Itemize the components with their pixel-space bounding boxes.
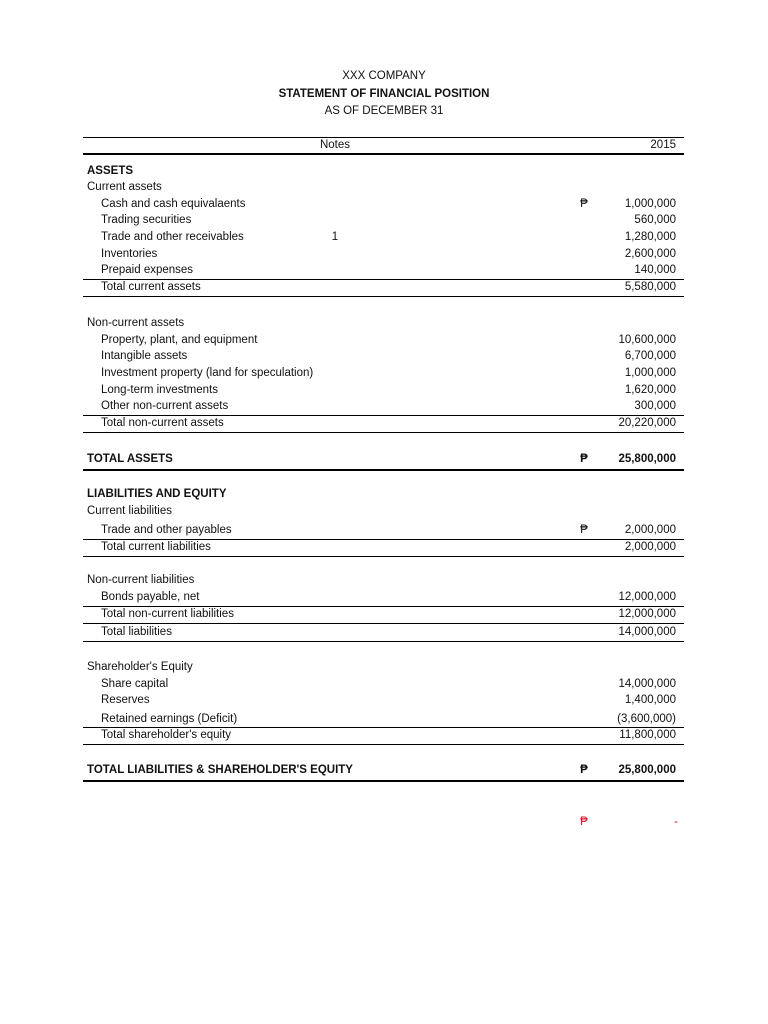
line-item-amount: 14,000,000 [618, 678, 676, 690]
total-liabilities-row [0, 624, 768, 640]
total-assets-label: TOTAL ASSETS [87, 453, 173, 465]
current-assets-heading: Current assets [87, 181, 162, 193]
noncurrent-assets-heading-row [0, 315, 768, 331]
liabilities-equity-heading: LIABILITIES AND EQUITY [87, 488, 227, 500]
subtotal-amount: 20,220,000 [618, 417, 676, 429]
liabilities-equity-heading-row [0, 486, 768, 502]
line-item-amount: 300,000 [634, 400, 676, 412]
rule [83, 432, 684, 433]
subtotal-label: Total non-current liabilities [101, 608, 234, 620]
total-assets-amount: 25,800,000 [618, 453, 676, 465]
noncurrent-liabilities-heading: Non-current liabilities [87, 574, 195, 586]
balance-check-row [0, 814, 768, 830]
line-item-label: Trade and other payables [101, 524, 232, 536]
column-header-row [0, 137, 768, 153]
year-column-header: 2015 [650, 139, 676, 151]
table-row [0, 332, 768, 348]
subtotal-label: Total current liabilities [101, 541, 211, 553]
line-item-amount: 140,000 [634, 264, 676, 276]
table-row [0, 711, 768, 727]
line-item-label: Trading securities [101, 214, 192, 226]
table-row [0, 676, 768, 692]
line-item-label: Investment property (land for speculation) [101, 367, 314, 379]
assets-heading-row [0, 163, 768, 179]
table-row [0, 229, 768, 245]
table-row [0, 212, 768, 228]
subtotal-amount: 14,000,000 [618, 626, 676, 638]
rule [83, 641, 684, 642]
company-name: XXX COMPANY [342, 70, 426, 82]
line-item-amount: (3,600,000) [617, 713, 676, 725]
subtotal-amount: 2,000,000 [624, 541, 676, 553]
table-row [0, 382, 768, 398]
line-item-label: Other non-current assets [101, 400, 229, 412]
current-liabilities-heading-row [0, 503, 768, 519]
total-liabilities-equity-label: TOTAL LIABILITIES & SHAREHOLDER'S EQUITY [87, 764, 353, 776]
total-noncurrent-assets-row [0, 415, 768, 431]
noncurrent-assets-heading: Non-current assets [87, 317, 185, 329]
total-equity-row [0, 727, 768, 743]
table-row [0, 589, 768, 605]
subtotal-amount: 11,800,000 [619, 729, 676, 741]
line-item-label: Long-term investments [101, 384, 218, 396]
table-row [0, 365, 768, 381]
double-rule [83, 780, 684, 782]
notes-column-header: Notes [319, 139, 351, 151]
line-item-amount: 1,000,000 [624, 198, 676, 210]
currency-symbol: ₱ [580, 764, 588, 776]
subtotal-label: Total liabilities [101, 626, 172, 638]
total-current-assets-row [0, 279, 768, 295]
table-row [0, 348, 768, 364]
table-row [0, 196, 768, 212]
line-item-amount: 6,700,000 [624, 350, 676, 362]
line-item-label: Trade and other receivables [101, 231, 244, 243]
line-item-amount: 1,620,000 [624, 384, 676, 396]
line-item-label: Bonds payable, net [101, 591, 200, 603]
line-item-amount: 2,000,000 [624, 524, 676, 536]
currency-symbol: ₱ [580, 198, 588, 210]
assets-heading: ASSETS [87, 165, 134, 177]
line-item-label: Reserves [101, 694, 150, 706]
line-item-label: Prepaid expenses [101, 264, 194, 276]
rule [83, 744, 684, 745]
total-noncurrent-liabilities-row [0, 606, 768, 622]
line-item-amount: 2,600,000 [624, 248, 676, 260]
line-item-amount: 12,000,000 [618, 591, 676, 603]
current-assets-heading-row [0, 179, 768, 195]
line-item-amount: 1,280,000 [624, 231, 676, 243]
noncurrent-liabilities-heading-row [0, 572, 768, 588]
line-item-amount: 1,000,000 [624, 367, 676, 379]
equity-heading-row [0, 659, 768, 675]
note-reference: 1 [331, 231, 339, 243]
equity-heading: Shareholder's Equity [87, 661, 193, 673]
check-currency-symbol: ₱ [580, 816, 588, 828]
current-liabilities-heading: Current liabilities [87, 505, 173, 517]
line-item-label: Property, plant, and equipment [101, 334, 258, 346]
line-item-label: Inventories [101, 248, 158, 260]
subtotal-label: Total current assets [101, 281, 201, 293]
table-row [0, 246, 768, 262]
total-liabilities-equity-row [0, 762, 768, 778]
total-current-liabilities-row [0, 539, 768, 555]
subtotal-amount: 12,000,000 [618, 608, 676, 620]
table-row [0, 262, 768, 278]
table-row [0, 522, 768, 538]
line-item-amount: 1,400,000 [624, 694, 676, 706]
double-rule [83, 469, 684, 471]
currency-symbol: ₱ [580, 524, 588, 536]
statement-title: STATEMENT OF FINANCIAL POSITION [278, 88, 490, 100]
statement-date: AS OF DECEMBER 31 [324, 105, 444, 117]
rule [83, 296, 684, 297]
header-bottom-rule [83, 153, 684, 155]
total-liabilities-equity-amount: 25,800,000 [618, 764, 676, 776]
check-value: - [674, 816, 678, 828]
table-row [0, 692, 768, 708]
table-row [0, 398, 768, 414]
subtotal-label: Total non-current assets [101, 417, 224, 429]
total-assets-row [0, 451, 768, 467]
rule [83, 556, 684, 557]
subtotal-label: Total shareholder's equity [101, 729, 232, 741]
line-item-label: Retained earnings (Deficit) [101, 713, 238, 725]
line-item-label: Intangible assets [101, 350, 188, 362]
currency-symbol: ₱ [580, 453, 588, 465]
line-item-label: Share capital [101, 678, 169, 690]
line-item-label: Cash and cash equivalaents [101, 198, 246, 210]
line-item-amount: 560,000 [634, 214, 676, 226]
line-item-amount: 10,600,000 [618, 334, 676, 346]
subtotal-amount: 5,580,000 [624, 281, 676, 293]
